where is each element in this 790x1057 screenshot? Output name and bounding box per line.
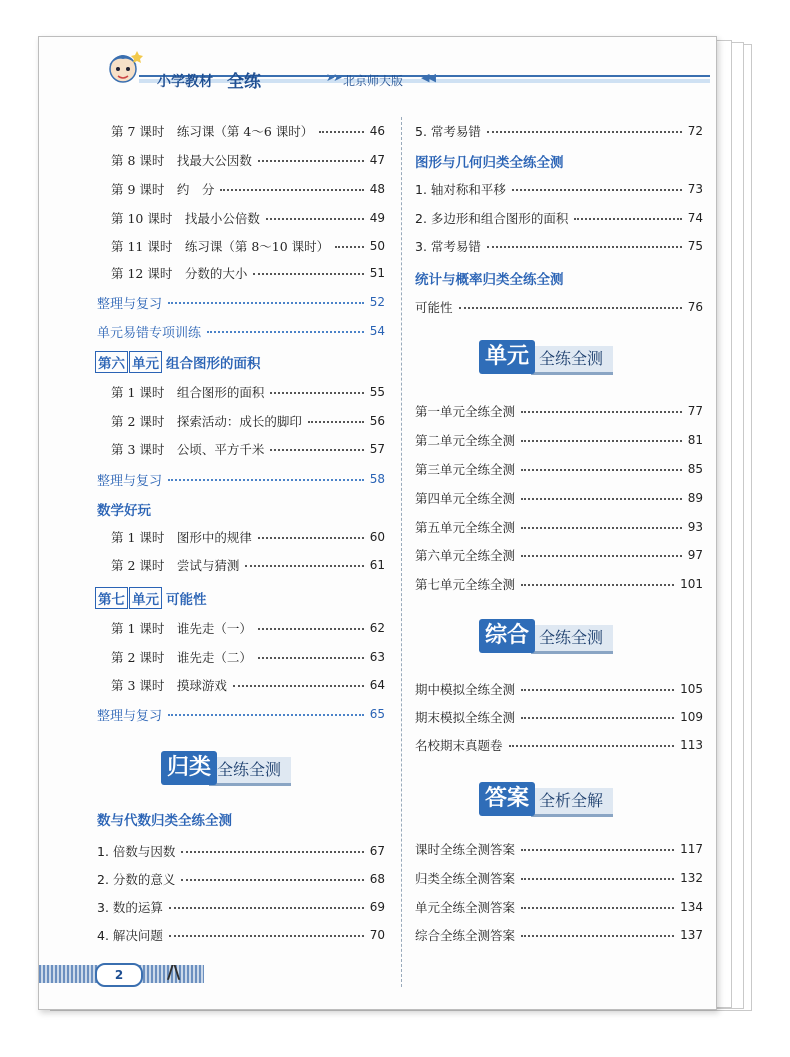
banner-title: 单元 [479,340,535,374]
toc-entry-page: 117 [680,842,703,856]
toc-entry-page: 51 [369,266,385,280]
toc-entry-label: 第 7 课时 练习课（第 4～6 课时） [111,124,314,139]
toc-entry-page: 77 [687,404,703,418]
leader-dots [521,554,682,557]
mascot-icon [99,47,147,95]
toc-entry-page: 54 [369,324,385,338]
toc-entry[interactable] [415,399,703,423]
unit-title: 组合图形的面积 [166,356,261,372]
leader-dots [487,130,682,133]
toc-entry[interactable] [97,867,385,891]
leader-dots [521,934,674,937]
toc-entry-label: 第 11 课时 练习课（第 8～10 课时） [111,239,330,254]
toc-entry[interactable] [97,839,385,863]
toc-entry[interactable] [111,177,385,201]
unit-label: 第七 [95,587,128,609]
toc-entry-label: 1. 轴对称和平移 [415,182,506,197]
toc-entry-label: 第 10 课时 找最小公倍数 [111,211,260,226]
toc-entry-review[interactable] [97,290,385,314]
leader-dots [253,272,363,275]
leader-dots [258,627,364,630]
toc-entry-page: 89 [687,491,703,505]
toc-entry-page: 56 [369,414,385,428]
leader-dots [521,877,674,880]
toc-entry-page: 68 [369,872,385,886]
leader-dots [521,906,674,909]
toc-entry-review[interactable] [97,467,385,491]
leader-dots [258,536,364,539]
toc-entry-label: 期末模拟全练全测 [415,710,516,725]
toc-entry-page: 70 [369,928,385,942]
toc-entry[interactable] [415,837,703,861]
toc-entry-label: 整理与复习 [97,473,163,489]
toc-entry-page: 134 [680,900,703,914]
leader-dots [335,245,364,248]
leader-dots [521,848,674,851]
toc-entry-page: 49 [369,211,385,225]
leader-dots [574,217,681,220]
toc-entry-page: 101 [680,577,703,591]
toc-entry-label: 第五单元全练全测 [415,520,516,535]
toc-entry[interactable] [111,206,385,230]
leader-dots [459,306,682,309]
leader-dots [487,245,682,248]
arrow-left-icon: ➤➤ [326,71,341,84]
toc-entry[interactable] [415,119,703,143]
section-heading-statistics[interactable]: 统计与概率归类全练全测 [415,272,564,288]
unit-label: 单元 [129,351,162,373]
toc-entry-page: 132 [680,871,703,885]
leader-dots [207,330,364,333]
toc-entry-page: 81 [687,433,703,447]
toc-entry-label: 第 12 课时 分数的大小 [111,266,248,281]
toc-entry-page: 55 [369,385,385,399]
toc-entry-label: 2. 分数的意义 [97,872,176,887]
toc-entry[interactable] [415,457,703,481]
toc-entry[interactable] [415,677,703,701]
leader-dots [245,564,363,567]
toc-entry[interactable] [111,409,385,433]
leader-dots [181,850,363,853]
toc-entry-page: 69 [369,900,385,914]
leader-dots [509,744,675,747]
unit-title: 可能性 [166,592,207,608]
section-heading-geometry[interactable]: 图形与几何归类全练全测 [415,155,564,171]
toc-entry-page: 62 [369,621,385,635]
toc-entry-label: 5. 常考易错 [415,124,481,139]
toc-entry-label: 3. 数的运算 [97,900,163,915]
leader-dots [521,497,682,500]
leader-dots [168,713,364,716]
leader-dots [168,478,364,481]
toc-entry-page: 58 [369,472,385,486]
leader-dots [521,468,682,471]
toc-entry[interactable] [97,895,385,919]
toc-entry-label: 第二单元全练全测 [415,433,516,448]
leader-dots [220,188,363,191]
toc-entry[interactable] [415,733,703,757]
toc-entry-page: 64 [369,678,385,692]
toc-entry[interactable] [415,234,703,258]
toc-entry-page: 113 [680,738,703,752]
toc-entry-page: 61 [369,558,385,572]
toc-entry-label: 第 9 课时 约 分 [111,182,215,197]
leader-dots [521,526,682,529]
leader-dots [319,130,363,133]
book-page [38,36,717,1010]
toc-entry-page: 65 [369,707,385,721]
toc-entry-label: 单元全练全测答案 [415,900,516,915]
toc-entry-label: 第三单元全练全测 [415,462,516,477]
toc-entry-page: 137 [680,928,703,942]
toc-entry-label: 可能性 [415,300,453,315]
leader-dots [521,716,674,719]
unit-label: 单元 [129,587,162,609]
section-heading-fun[interactable]: 数学好玩 [97,503,151,519]
footer-slash-icon: /\ [167,962,181,983]
banner-subtitle: 全析全解 [531,788,613,817]
leader-dots [512,188,682,191]
toc-entry-page: 76 [687,300,703,314]
toc-entry-label: 综合全练全测答案 [415,928,516,943]
column-divider [401,117,402,987]
toc-entry-label: 整理与复习 [97,708,163,724]
toc-entry-label: 2. 多边形和组合图形的面积 [415,211,569,226]
leader-dots [266,217,364,220]
toc-entry[interactable] [415,923,703,947]
toc-entry[interactable] [111,119,385,143]
leader-dots [168,301,364,304]
toc-entry-label: 第 1 课时 组合图形的面积 [111,385,265,400]
toc-entry-label: 第 2 课时 谁先走（二） [111,650,252,665]
leader-dots [521,583,674,586]
toc-entry-label: 单元易错专项训练 [97,325,202,341]
book-title: 全练 [227,72,261,92]
toc-entry-page: 67 [369,844,385,858]
toc-entry-label: 第 1 课时 谁先走（一） [111,621,252,636]
banner-title: 综合 [479,619,535,653]
toc-entry[interactable] [415,295,703,319]
toc-entry-review[interactable] [97,702,385,726]
toc-entry[interactable] [111,673,385,697]
toc-entry-label: 1. 倍数与因数 [97,844,176,859]
toc-entry-label: 第七单元全练全测 [415,577,516,592]
toc-entry-page: 60 [369,530,385,544]
toc-entry-label: 第 2 课时 探索活动：成长的脚印 [111,414,302,429]
unit-label: 第六 [95,351,128,373]
toc-entry[interactable] [415,866,703,890]
toc-entry[interactable] [415,428,703,452]
toc-entry-label: 第一单元全练全测 [415,404,516,419]
toc-entry[interactable] [111,437,385,461]
toc-entry-label: 课时全练全测答案 [415,842,516,857]
toc-entry-page: 74 [687,211,703,225]
toc-entry-label: 第 1 课时 图形中的规律 [111,530,252,545]
toc-entry[interactable] [111,525,385,549]
toc-entry-label: 第 3 课时 摸球游戏 [111,678,227,693]
toc-entry-page: 46 [369,124,385,138]
leader-dots [521,439,682,442]
toc-entry-page: 72 [687,124,703,138]
leader-dots [169,934,364,937]
toc-entry-page: 73 [687,182,703,196]
toc-entry[interactable] [415,705,703,729]
toc-entry-label: 期中模拟全练全测 [415,682,516,697]
toc-entry-label: 第六单元全练全测 [415,548,516,563]
toc-entry[interactable] [415,572,703,596]
leader-dots [521,410,682,413]
series-title: 小学教材 [157,74,213,90]
toc-entry-page: 85 [687,462,703,476]
banner-subtitle: 全练全测 [531,346,613,375]
leader-dots [521,688,674,691]
leader-dots [258,656,364,659]
toc-entry-page: 52 [369,295,385,309]
toc-entry-label: 4. 解决问题 [97,928,163,943]
toc-entry[interactable] [111,234,385,258]
page-number: 2 [95,963,143,987]
toc-entry[interactable] [415,486,703,510]
toc-entry[interactable] [415,177,703,201]
toc-entry-label: 整理与复习 [97,296,163,312]
banner-title: 答案 [479,782,535,816]
banner-subtitle: 全练全测 [209,757,291,786]
toc-entry-page: 63 [369,650,385,664]
toc-entry[interactable] [97,923,385,947]
toc-entry[interactable] [415,515,703,539]
leader-dots [181,878,363,881]
leader-dots [270,391,363,394]
unit-heading[interactable] [95,587,207,609]
banner-title: 归类 [161,751,217,785]
toc-entry[interactable] [111,616,385,640]
leader-dots [308,420,364,423]
toc-entry-label: 3. 常考易错 [415,239,481,254]
section-banner-comprehensive[interactable] [479,619,639,653]
toc-entry-page: 93 [687,520,703,534]
section-banner-unit[interactable] [479,340,639,374]
leader-dots [270,448,363,451]
leader-dots [258,159,364,162]
banner-subtitle: 全练全测 [531,625,613,654]
toc-entry-page: 47 [369,153,385,167]
arrow-right-icon: ◀◀ [421,71,434,84]
section-banner-answers[interactable] [479,782,639,816]
toc-entry-page: 57 [369,442,385,456]
toc-entry[interactable] [111,380,385,404]
toc-entry-page: 75 [687,239,703,253]
page-header [39,37,716,97]
toc-entry-page: 109 [680,710,703,724]
toc-entry-label: 归类全练全测答案 [415,871,516,886]
toc-entry[interactable] [111,148,385,172]
leader-dots [233,684,364,687]
toc-entry-error-training[interactable] [97,319,385,343]
edition-label: 北京师大版 [343,74,404,88]
toc-entry-label: 名校期末真题卷 [415,738,503,753]
toc-entry[interactable] [111,553,385,577]
toc-entry-label: 第 2 课时 尝试与猜测 [111,558,240,573]
toc-entry-page: 105 [680,682,703,696]
toc-entry-label: 第 3 课时 公顷、平方千米 [111,442,265,457]
toc-entry[interactable] [415,543,703,567]
toc-entry-page: 48 [369,182,385,196]
leader-dots [169,906,364,909]
section-banner-category[interactable] [161,751,321,785]
toc-entry[interactable] [111,645,385,669]
unit-heading[interactable] [95,351,261,373]
section-heading-number[interactable]: 数与代数归类全练全测 [97,813,232,829]
toc-entry[interactable] [415,206,703,230]
toc-entry-label: 第 8 课时 找最大公因数 [111,153,252,168]
toc-entry-page: 97 [687,548,703,562]
toc-entry[interactable] [111,261,385,285]
toc-entry[interactable] [415,895,703,919]
toc-entry-page: 50 [369,239,385,253]
toc-entry-label: 第四单元全练全测 [415,491,516,506]
